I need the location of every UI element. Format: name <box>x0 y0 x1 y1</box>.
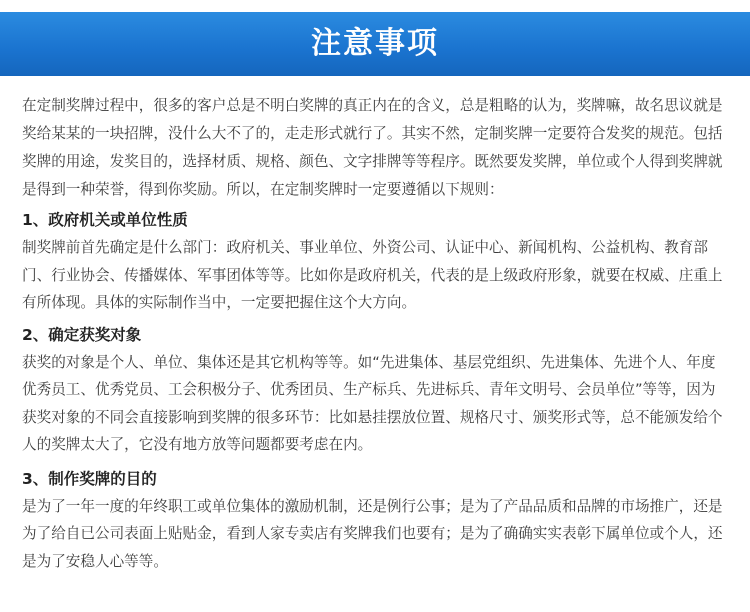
page-title: 注意事项 <box>311 26 439 61</box>
section-3 <box>22 465 728 576</box>
section-body: 制奖牌前首先确定是什么部门：政府机关、事业单位、外资公司、认证中心、新闻机构、公益机构、教育部门、行业协会、传播媒体、军事团体等等。比如你是政府机关，代表的是上级政府形象，就要在权威、庄重上有所体现。具体的实际制作当中，一定要把握住这个大方向。 <box>22 239 723 311</box>
header-banner <box>0 12 750 76</box>
article-content <box>22 92 728 575</box>
section-body: 是为了一年一度的年终职工或单位集体的激励机制，还是例行公事；是为了产品品质和品牌的市场推广，还是为了给自已公司表面上贴贴金，看到人家专卖店有奖牌我们也要有；是为了确确实实表彰下属单位或个人，还是为了安稳人心等等。 <box>22 497 723 570</box>
section-heading: 2、确定获奖对象 <box>22 325 142 344</box>
section-body: 获奖的对象是个人、单位、集体还是其它机构等等。如“先进集体、基层党组织、先进集体、先进个人、年度优秀员工、优秀党员、工会积极分子、优秀团员、生产标兵、先进标兵、青年文明号、会员单位”等等，因为获奖对象的不同会直接影响到奖牌的很多环节：比如悬挂摆放位置、规格尺寸、颁奖形式等，总不能颁发给个人的奖牌太大了，它没有地方放等问题都要考虑在内。 <box>22 353 723 453</box>
intro-paragraph: 在定制奖牌过程中，很多的客户总是不明白奖牌的真正内在的含义，总是粗略的认为，奖牌嘛，故名思议就是奖给某某的一块招牌，没什么大不了的，走走形式就行了。其实不然，定制奖牌一定要符合发奖的规范。包括奖牌的用途，发奖目的，选择材质、规格、颜色、文字排牌等等程序。既然要发奖牌，单位或个人得到奖牌就是得到一种荣誉，得到你奖励。所以，在定制奖牌时一定要遵循以下规则： <box>22 97 723 198</box>
section-heading: 3、制作奖牌的目的 <box>22 469 157 488</box>
section-1 <box>22 206 728 317</box>
section-heading: 1、政府机关或单位性质 <box>22 211 188 229</box>
section-2 <box>22 321 728 459</box>
